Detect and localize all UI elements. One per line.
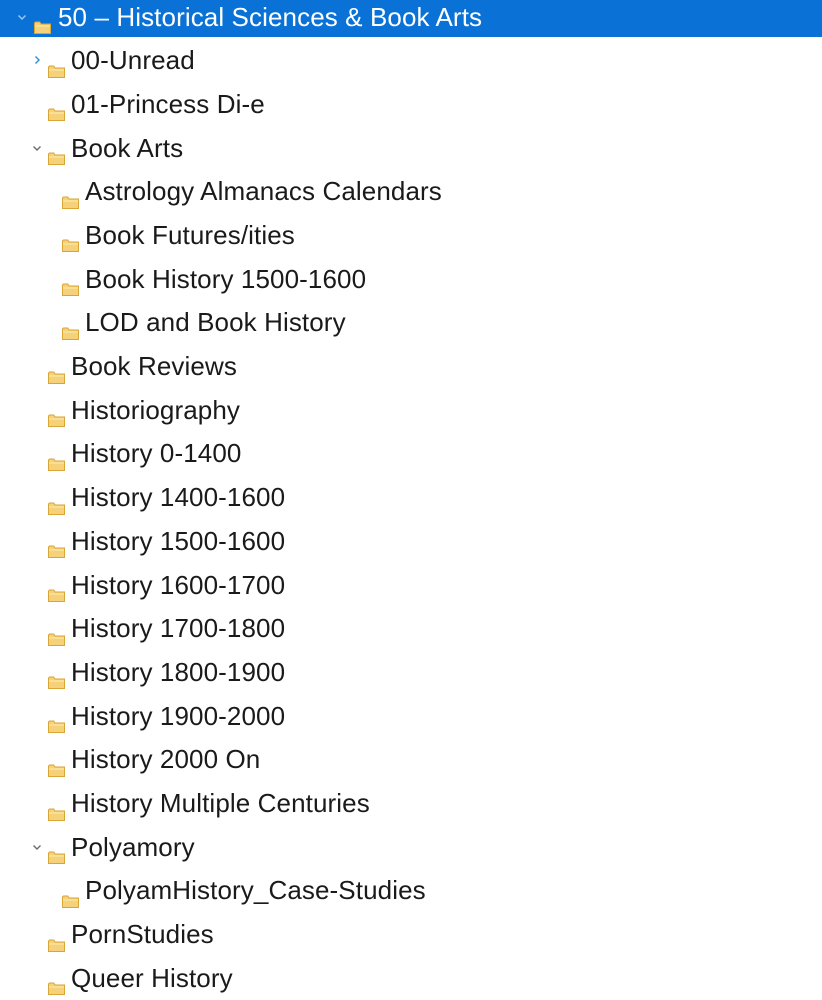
folder-icon — [62, 272, 79, 285]
folder-icon — [48, 141, 65, 154]
folder-icon — [48, 753, 65, 766]
folder-icon — [48, 360, 65, 373]
chevron-right-icon[interactable] — [31, 54, 43, 66]
tree-item-history-1400-1600[interactable] — [0, 475, 822, 519]
tree-item-label: History 1900-2000 — [71, 700, 286, 731]
tree-item-history-1900-2000[interactable] — [0, 694, 822, 738]
tree-item-label: 01-Princess Di-e — [71, 88, 265, 119]
tree-item-50-historical-sciences-book-arts[interactable] — [0, 0, 822, 37]
tree-item-queer-history[interactable] — [0, 956, 822, 1000]
tree-item-label: Book History 1500-1600 — [85, 263, 367, 294]
tree-item-label: PolyamHistory_Case-Studies — [85, 875, 426, 906]
folder-icon — [48, 709, 65, 722]
tree-item-history-1500-1600[interactable] — [0, 519, 822, 563]
folder-icon — [62, 185, 79, 198]
folder-icon — [62, 884, 79, 897]
folder-icon — [48, 447, 65, 460]
tree-item-book-history-1500-1600[interactable] — [0, 257, 822, 301]
tree-item-history-1800-1900[interactable] — [0, 650, 822, 694]
folder-icon — [48, 928, 65, 941]
tree-item-label: 00-Unread — [71, 45, 195, 76]
tree-item-00-unread[interactable] — [0, 38, 822, 82]
folder-icon — [48, 665, 65, 678]
tree-item-label: Astrology Almanacs Calendars — [85, 176, 442, 207]
tree-item-01-princess-di-e[interactable] — [0, 82, 822, 126]
folder-icon — [48, 491, 65, 504]
folder-icon — [48, 797, 65, 810]
tree-item-history-1600-1700[interactable] — [0, 563, 822, 607]
tree-item-label: History 1700-1800 — [71, 613, 286, 644]
tree-item-label: History 2000 On — [71, 744, 261, 775]
tree-item-label: Queer History — [71, 962, 233, 993]
tree-item-historiography[interactable] — [0, 388, 822, 432]
tree-item-polyamhistory-case-studies[interactable] — [0, 869, 822, 913]
tree-item-lod-and-book-history[interactable] — [0, 301, 822, 345]
folder-icon — [48, 54, 65, 67]
tree-item-astrology-almanacs-calendars[interactable] — [0, 169, 822, 213]
folder-icon — [62, 228, 79, 241]
folder-icon — [48, 840, 65, 853]
tree-item-label: History Multiple Centuries — [71, 788, 370, 819]
folder-icon — [48, 971, 65, 984]
folder-icon — [48, 97, 65, 110]
folder-icon — [48, 534, 65, 547]
tree-item-label: LOD and Book History — [85, 307, 346, 338]
tree-item-label: Historiography — [71, 394, 241, 425]
tree-item-pornstudies[interactable] — [0, 912, 822, 956]
tree-item-label: Book Arts — [71, 132, 184, 163]
tree-item-label: History 1800-1900 — [71, 656, 286, 687]
tree-item-label: History 0-1400 — [71, 438, 242, 469]
chevron-down-icon[interactable] — [31, 142, 43, 154]
folder-icon — [48, 622, 65, 635]
tree-item-label: PornStudies — [71, 919, 214, 950]
folder-icon — [62, 316, 79, 329]
tree-item-label: Polyamory — [71, 831, 195, 862]
folder-icon — [48, 578, 65, 591]
chevron-down-icon[interactable] — [31, 841, 43, 853]
tree-item-book-futures-ities[interactable] — [0, 213, 822, 257]
tree-item-polyamory[interactable] — [0, 825, 822, 869]
folder-icon — [48, 403, 65, 416]
folder-icon — [34, 10, 51, 23]
tree-item-book-arts[interactable] — [0, 126, 822, 170]
tree-item-label: History 1600-1700 — [71, 569, 286, 600]
tree-item-history-1700-1800[interactable] — [0, 606, 822, 650]
tree-item-book-reviews[interactable] — [0, 344, 822, 388]
chevron-down-icon[interactable] — [16, 11, 28, 23]
tree-item-history-2000-on[interactable] — [0, 738, 822, 782]
tree-item-history-multiple-centuries[interactable] — [0, 781, 822, 825]
tree-item-label: History 1500-1600 — [71, 525, 286, 556]
tree-item-label: 50 – Historical Sciences & Book Arts — [58, 1, 483, 32]
tree-item-label: History 1400-1600 — [71, 482, 286, 513]
tree-item-history-0-1400[interactable] — [0, 432, 822, 476]
tree-item-label: Book Reviews — [71, 351, 237, 382]
tree-item-label: Book Futures/ities — [85, 219, 295, 250]
